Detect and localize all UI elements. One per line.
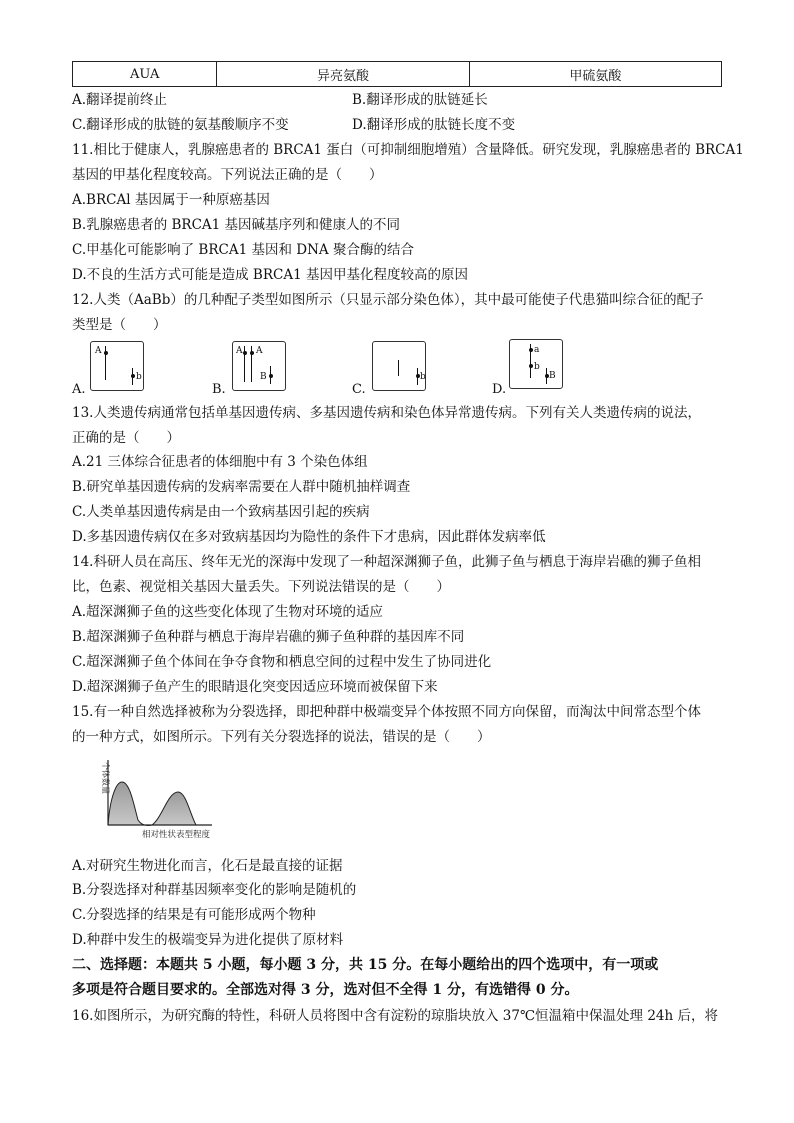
- gene-label: A: [95, 346, 102, 356]
- table-cell: AUA: [73, 62, 217, 87]
- gamete-diagram-c: [372, 341, 426, 391]
- q16-stem-line1: 16.如图所示，为研究酶的特性，科研人员将图中含有淀粉的琼脂块放入 37℃恒温箱中保温处理 24h 后，将: [72, 1008, 718, 1024]
- q12-stem-line2: 类型是（ ）: [72, 317, 167, 333]
- section2-heading-line2: 多项是符合题目要求的。全部选对得 3 分，选对但不全得 1 分，有选错得 0 分。: [72, 982, 579, 998]
- gene-label: B: [260, 372, 267, 382]
- q15-option-a: A.对研究生物进化而言，化石是最直接的证据: [72, 858, 343, 874]
- gene-label: A: [236, 346, 243, 356]
- centromere: [250, 351, 254, 355]
- centromere: [243, 351, 247, 355]
- q12-label-d: D.: [492, 382, 507, 397]
- q15-stem-line1: 15.有一种自然选择被称为分裂选择，即把种群中极端变异个体按照不同方向保留，而淘汰中间常态型个体: [72, 704, 701, 720]
- centromere: [104, 351, 108, 355]
- q15-stem-line2: 的一种方式，如图所示。下列有关分裂选择的说法，错误的是（ ）: [72, 729, 491, 745]
- q11-stem-line1: 11.相比于健康人，乳腺癌患者的 BRCA1 蛋白（可抑制细胞增殖）含量降低。研究发现，乳腺癌患者的 BRCA1: [72, 142, 744, 158]
- q14-option-c: C.超深渊狮子鱼个体间在争夺食物和栖息空间的过程中发生了协同进化: [72, 654, 492, 670]
- centromere: [545, 374, 549, 378]
- q15-option-d: D.种群中发生的极端变异为进化提供了原材料: [72, 932, 344, 948]
- disruptive-selection-figure: [72, 756, 242, 842]
- q12-stem-line1: 12.人类（AaBb）的几种配子类型如图所示（只显示部分染色体），其中最可能使子代患猫叫综合征的配子: [72, 292, 704, 308]
- gamete-diagram-d: [509, 339, 563, 389]
- q11-option-c: C.甲基化可能影响了 BRCA1 基因和 DNA 聚合酶的结合: [72, 242, 414, 258]
- q12-label-c: C.: [352, 382, 366, 397]
- distribution-curve-graph: [72, 756, 242, 842]
- q11-option-b: B.乳腺癌患者的 BRCA1 基因碱基序列和健康人的不同: [72, 217, 401, 233]
- q10-option-c: C.翻译形成的肽链的氨基酸顺序不变: [72, 117, 289, 133]
- gene-label: b: [136, 372, 142, 382]
- q14-stem-line2: 比，色素、视觉相关基因大量丢失。下列说法错误的是（ ）: [72, 579, 450, 595]
- centromere: [131, 374, 135, 378]
- gamete-diagram-b: [232, 341, 286, 391]
- centromere: [416, 374, 420, 378]
- gene-label: b: [534, 362, 540, 372]
- q10-option-d: D.翻译形成的肽链长度不变: [352, 117, 516, 133]
- q13-option-d: D.多基因遗传病仅在多对致病基因均为隐性的条件下才患病，因此群体发病率低: [72, 529, 546, 545]
- y-axis-label: 个体数量: [101, 762, 110, 794]
- q14-option-b: B.超深渊狮子鱼种群与栖息于海岸岩礁的狮子鱼种群的基因库不同: [72, 629, 465, 645]
- q15-option-b: B.分裂选择对种群基因频率变化的影响是随机的: [72, 882, 357, 898]
- centromere: [529, 348, 533, 352]
- gene-label: B: [549, 371, 556, 381]
- gene-label: b: [420, 372, 426, 382]
- centromere: [269, 374, 273, 378]
- chromosome: [398, 360, 399, 376]
- section2-heading-line1: 二、选择题：本题共 5 小题，每小题 3 分，共 15 分。在每小题给出的四个选项中，有一项或: [72, 957, 659, 973]
- q14-option-a: A.超深渊狮子鱼的这些变化体现了生物对环境的适应: [72, 604, 384, 620]
- gamete-diagram-a: [90, 341, 144, 391]
- q13-stem-line2: 正确的是（ ）: [72, 430, 180, 446]
- q10-option-a: A.翻译提前终止: [72, 92, 168, 108]
- q10-option-b: B.翻译形成的肽链延长: [352, 92, 488, 108]
- gene-label: A: [256, 346, 263, 356]
- table-row: [73, 62, 722, 87]
- table-cell: 甲硫氨酸: [469, 62, 721, 87]
- q11-option-d: D.不良的生活方式可能是造成 BRCA1 基因甲基化程度较高的原因: [72, 267, 468, 283]
- q13-option-c: C.人类单基因遗传病是由一个致病基因引起的疾病: [72, 504, 370, 520]
- q14-option-d: D.超深渊狮子鱼产生的眼睛退化突变因适应环境而被保留下来: [72, 679, 438, 695]
- q13-stem-line1: 13.人类遗传病通常包括单基因遗传病、多基因遗传病和染色体异常遗传病。下列有关人类遗传病的说法，: [72, 405, 701, 421]
- q11-stem-line2: 基因的甲基化程度较高。下列说法正确的是（ ）: [72, 167, 383, 183]
- codon-table: [72, 61, 722, 87]
- centromere: [529, 364, 533, 368]
- left-peak-area: [108, 782, 152, 825]
- table-cell: 异亮氨酸: [217, 62, 469, 87]
- q12-label-a: A.: [72, 382, 86, 397]
- right-peak-area: [152, 792, 196, 825]
- q14-stem-line1: 14.科研人员在高压、终年无光的深海中发现了一种超深渊狮子鱼，此狮子鱼与栖息于海岸岩礁的狮子鱼相: [72, 554, 701, 570]
- x-axis-label: 相对性状表型程度: [142, 830, 211, 840]
- q11-option-a: A.BRCAl 基因属于一种原癌基因: [72, 192, 270, 208]
- q12-label-b: B.: [212, 382, 226, 397]
- q13-option-b: B.研究单基因遗传病的发病率需要在人群中随机抽样调查: [72, 479, 411, 495]
- q13-option-a: A.21 三体综合征患者的体细胞中有 3 个染色体组: [72, 454, 368, 470]
- q15-option-c: C.分裂选择的结果是有可能形成两个物种: [72, 907, 316, 923]
- gene-label: a: [534, 345, 540, 355]
